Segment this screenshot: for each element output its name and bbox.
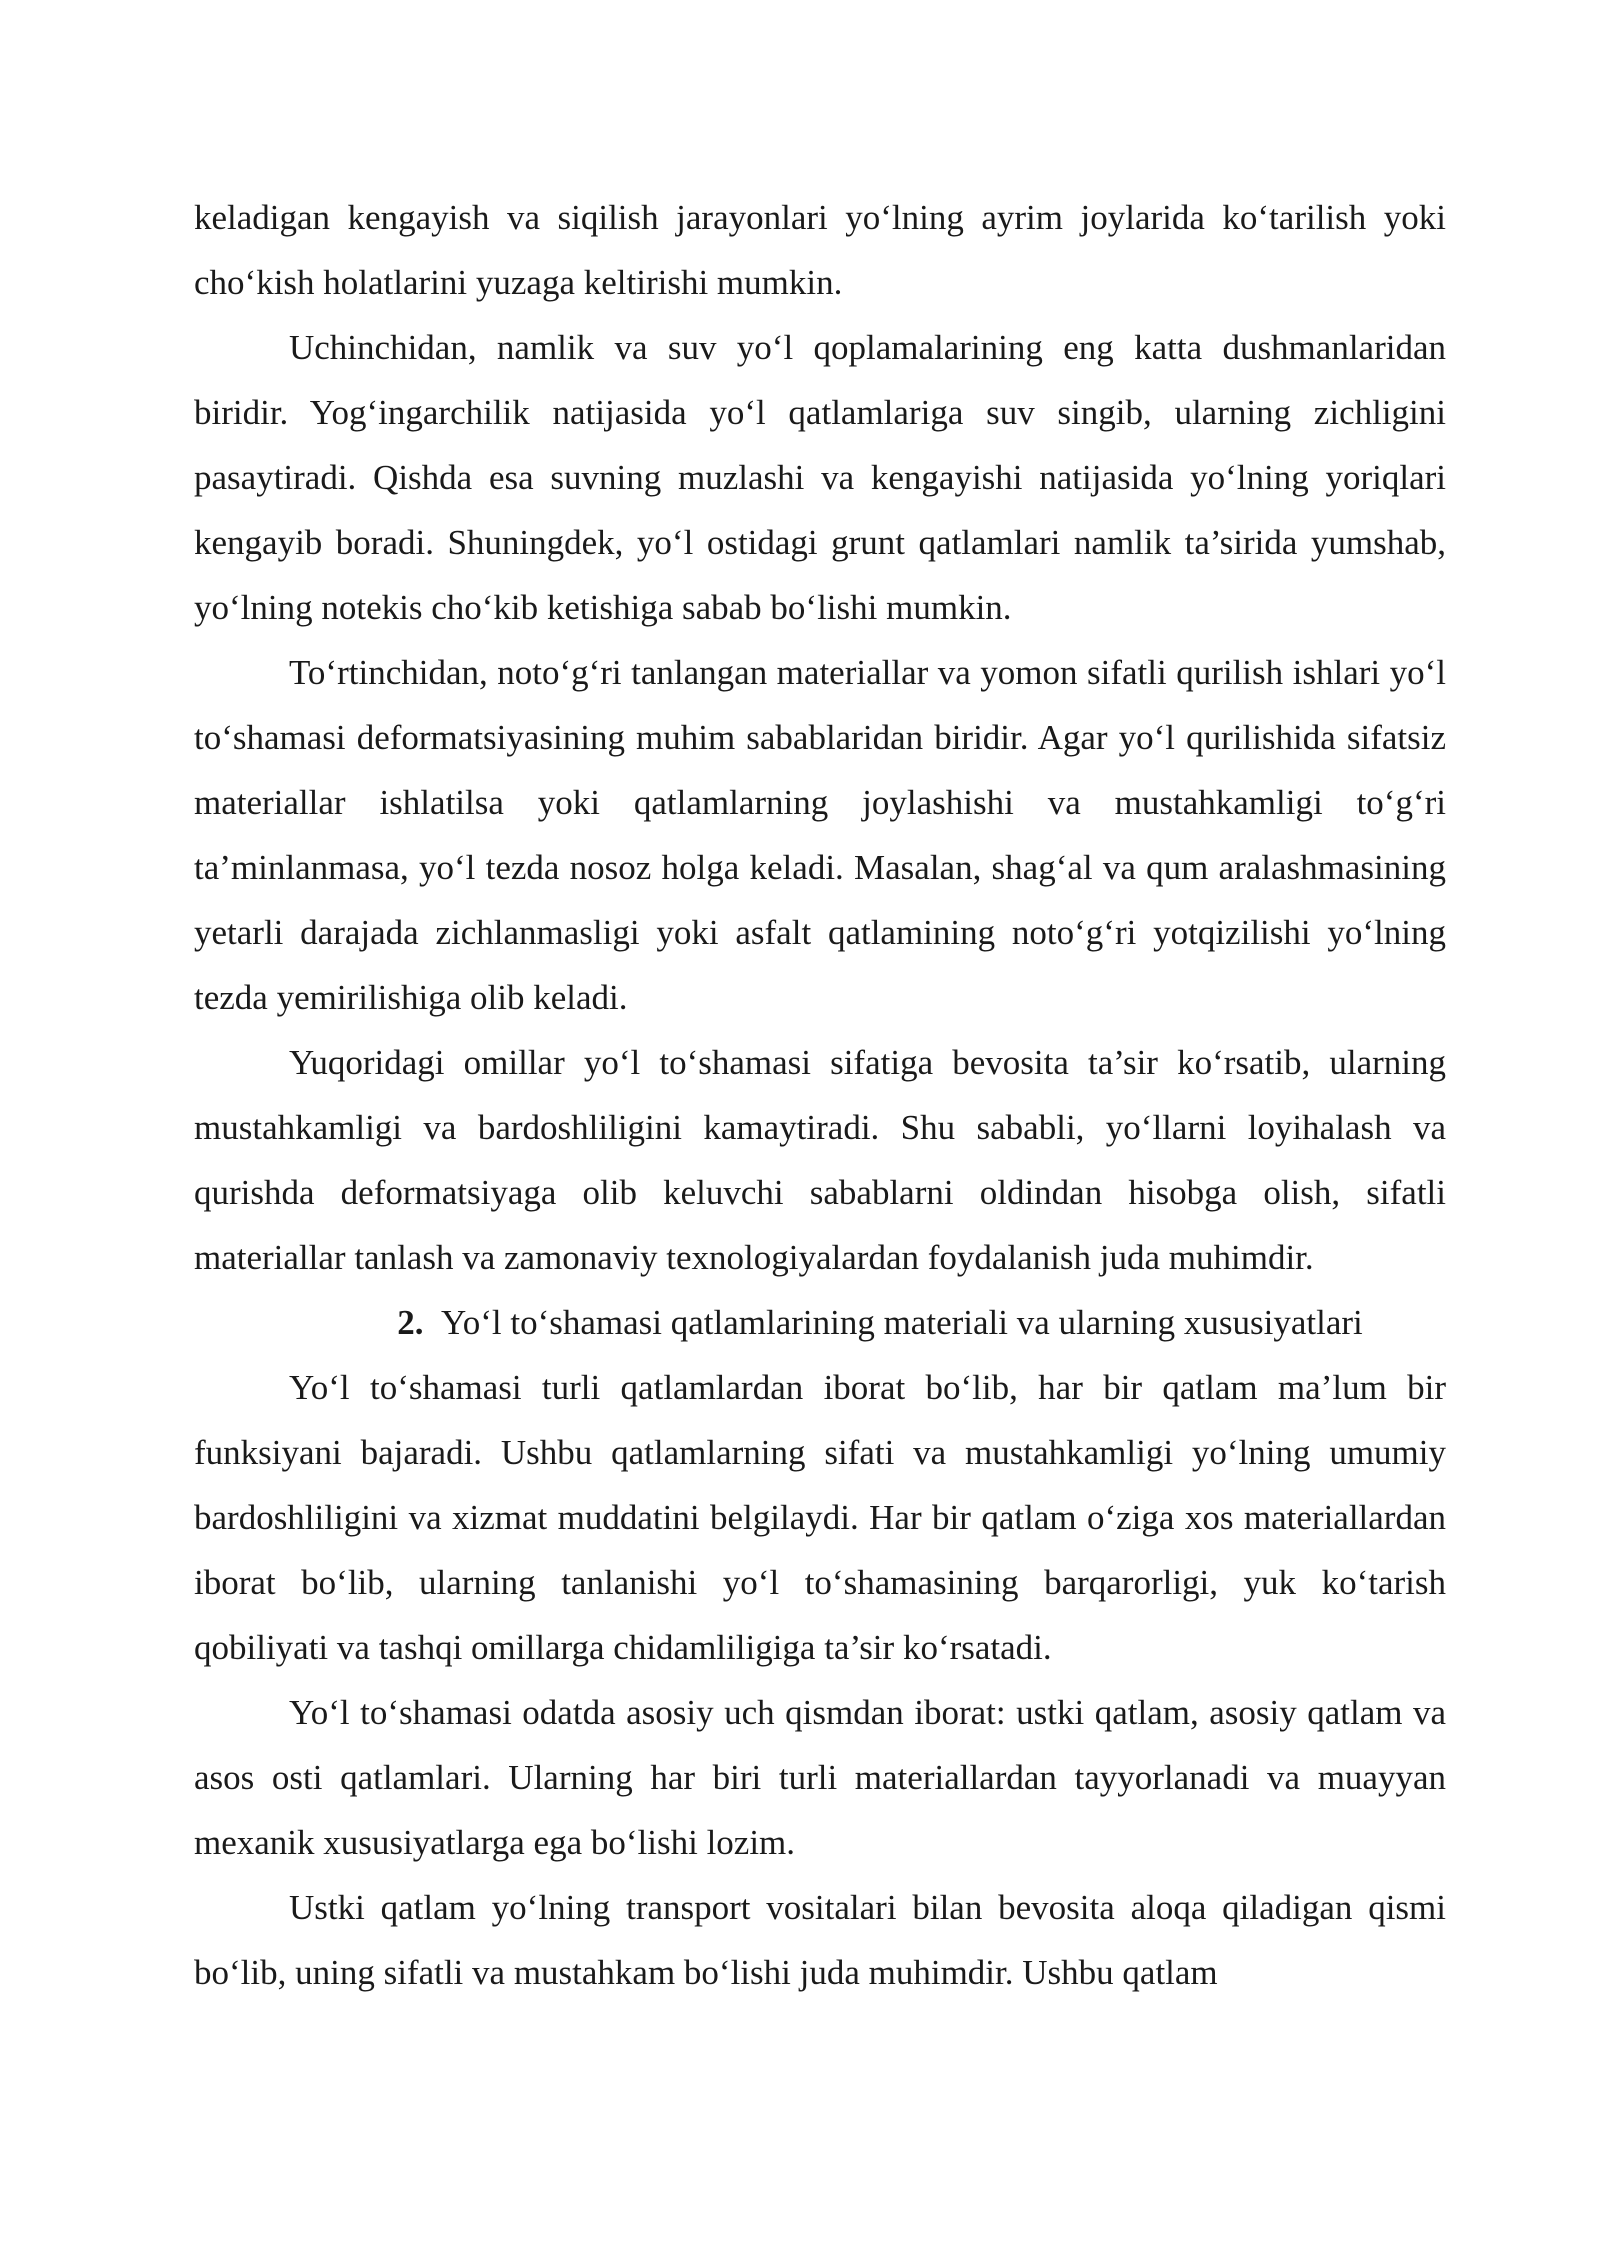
section-title: Yo‘l to‘shamasi qatlamlarining materiali va ularning xususiyatlari [440, 1303, 1363, 1342]
paragraph-6: Yo‘l to‘shamasi odatda asosiy uch qismdan iborat: ustki qatlam, asosiy qatlam va asos osti qatlamlari. Ularning har biri turli materiallardan tayyorlanadi va muayyan mexanik xususiyatlarga ega bo‘lishi lozim. [194, 1693, 1446, 1862]
paragraph-2: Uchinchidan, namlik va suv yo‘l qoplamalarining eng katta dushmanlaridan biridir. Yog‘ingarchilik natijasida yo‘l qatlamlariga suv singib, ularning zichligini pasaytiradi. Qishda esa suvning muzlashi va kengayishi natijasida yo‘lning yoriqlari kengayib boradi. Shuningdek, yo‘l ostidagi grunt qatlamlari namlik ta’sirida yumshab, yo‘lning notekis cho‘kib ketishiga sabab bo‘lishi mumkin. [194, 328, 1446, 627]
document-body [194, 185, 1446, 2005]
paragraph-7: Ustki qatlam yo‘lning transport vositalari bilan bevosita aloqa qiladigan qismi bo‘lib, uning sifatli va mustahkam bo‘lishi juda muhimdir. Ushbu qatlam [194, 1888, 1446, 1992]
paragraph-5: Yo‘l to‘shamasi turli qatlamlardan iborat bo‘lib, har bir qatlam ma’lum bir funksiyani bajaradi. Ushbu qatlamlarning sifati va mustahkamligi yo‘lning umumiy bardoshliligini va xizmat muddatini belgilaydi. Har bir qatlam o‘ziga xos materiallardan iborat bo‘lib, ularning tanlanishi yo‘l to‘shamasining barqarorligi, yuk ko‘tarish qobiliyati va tashqi omillarga chidamliligiga ta’sir ko‘rsatadi. [194, 1368, 1446, 1667]
paragraph-3: To‘rtinchidan, noto‘g‘ri tanlangan materiallar va yomon sifatli qurilish ishlari yo‘l to‘shamasi deformatsiyasining muhim sabablaridan biridir. Agar yo‘l qurilishida sifatsiz materiallar ishlatilsa yoki qatlamlarning joylashishi va mustahkamligi to‘g‘ri ta’minlanmasa, yo‘l tezda nosoz holga keladi. Masalan, shag‘al va qum aralashmasining yetarli darajada zichlanmasligi yoki asfalt qatlamining noto‘g‘ri yotqizilishi yo‘lning tezda yemirilishiga olib keladi. [194, 653, 1446, 1017]
section-number: 2. [397, 1303, 424, 1342]
paragraph-4: Yuqoridagi omillar yo‘l to‘shamasi sifatiga bevosita ta’sir ko‘rsatib, ularning mustahkamligi va bardoshliligini kamaytiradi. Shu sababli, yo‘llarni loyihalash va qurishda deformatsiyaga olib keluvchi sabablarni oldindan hisobga olish, sifatli materiallar tanlash va zamonaviy texnologiyalardan foydalanish juda muhimdir. [194, 1043, 1446, 1277]
paragraph-1: keladigan kengayish va siqilish jarayonlari yo‘lning ayrim joylarida ko‘tarilish yoki cho‘kish holatlarini yuzaga keltirishi mumkin. [194, 198, 1446, 302]
section-heading [194, 1290, 1446, 1355]
